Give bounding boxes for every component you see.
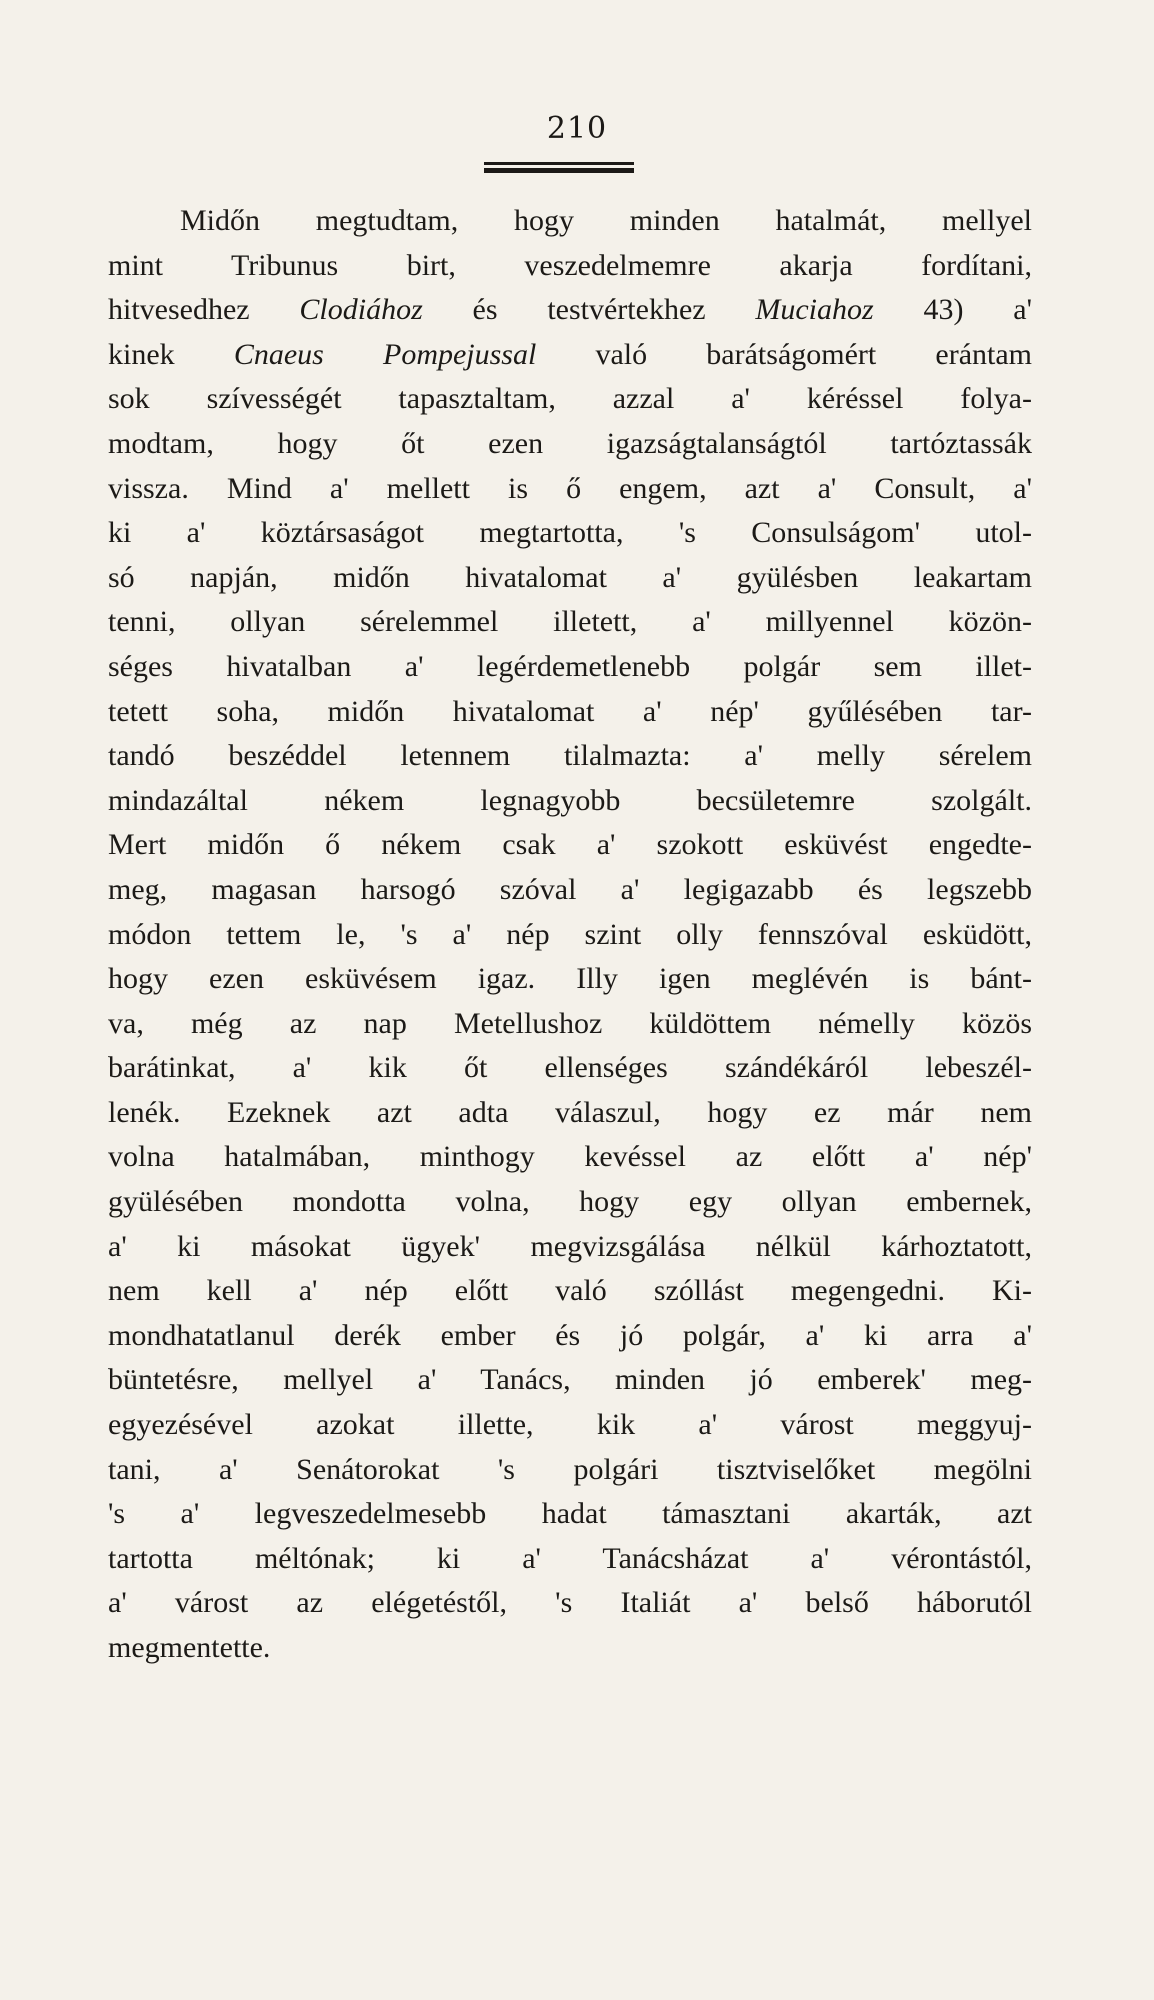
text-line [108, 333, 1032, 378]
page-number: 210 [546, 111, 608, 146]
text-segment: módon tettem le, 's a' nép szint olly fennszóval esküdött, [108, 917, 1032, 951]
header-rule-thin [484, 162, 634, 165]
text-segment: mindazáltal nékem legnagyobb becsületemre szolgált. [108, 783, 1032, 817]
text-segment: a' ki másokat ügyek' megvizsgálása nélkül kárhoztatott, [108, 1229, 1032, 1263]
text-line [108, 1225, 1032, 1270]
text-segment: nem kell a' nép előtt való szóllást megengedni. Ki- [108, 1274, 1032, 1308]
text-line [108, 467, 1032, 512]
text-segment: tartotta méltónak; ki a' Tanácsházat a' vérontástól, [108, 1541, 1032, 1575]
text-segment: a' várost az elégetéstől, 's Italiát a' belső háborutól [108, 1586, 1032, 1620]
text-line [108, 868, 1032, 913]
text-segment: volna hatalmában, minthogy kevéssel az előtt a' nép' [108, 1140, 1032, 1174]
italic-name: Clodiához [299, 293, 423, 327]
text-line [108, 422, 1032, 467]
text-segment: só napján, midőn hivatalomat a' gyülésben leakartam [108, 560, 1032, 594]
text-line [108, 645, 1032, 690]
italic-name: Cnaeus Pompejussal [233, 337, 537, 371]
text-segment: hogy ezen esküvésem igaz. Illy igen meglévén is bánt- [108, 962, 1032, 996]
text-line [108, 244, 1032, 289]
text-segment: tani, a' Senátorokat 's polgári tisztviselőket megölni [108, 1452, 1032, 1486]
text-line [108, 1091, 1032, 1136]
text-line [108, 1314, 1032, 1359]
text-segment: ki a' köztársaságot megtartotta, 's Consulságom' utol- [108, 516, 1032, 550]
text-line [108, 1269, 1032, 1314]
text-line [108, 690, 1032, 735]
text-line [108, 1358, 1032, 1403]
text-line [108, 957, 1032, 1002]
text-segment: séges hivatalban a' legérdemetlenebb polgár sem illet- [108, 649, 1032, 683]
header-rule-thick [484, 168, 634, 173]
text-line [108, 1135, 1032, 1180]
text-segment: 43) a' [873, 293, 1032, 327]
text-segment: lenék. Ezeknek azt adta válaszul, hogy ez már nem [108, 1095, 1032, 1129]
text-line [108, 600, 1032, 645]
text-segment: sok szívességét tapasztaltam, azzal a' kéréssel folya- [108, 382, 1032, 416]
text-segment: 's a' legveszedelmesebb hadat támasztani akarták, azt [108, 1497, 1032, 1531]
body-text [108, 199, 1032, 1671]
text-segment: büntetésre, mellyel a' Tanács, minden jó emberek' meg- [108, 1363, 1032, 1397]
text-segment: tetett soha, midőn hivatalomat a' nép' gyűlésében tar- [108, 694, 1032, 728]
text-line [108, 823, 1032, 868]
text-line [108, 1002, 1032, 1047]
text-segment: mondhatatlanul derék ember és jó polgár, a' ki arra a' [108, 1318, 1032, 1352]
text-segment: tenni, ollyan sérelemmel illetett, a' millyennel közön- [108, 605, 1032, 639]
text-segment: tandó beszéddel letennem tilalmazta: a' melly sérelem [108, 739, 1032, 773]
text-segment: vissza. Mind a' mellett is ő engem, azt a' Consult, a' [108, 471, 1032, 505]
text-segment: megmentette. [108, 1631, 271, 1664]
text-segment: modtam, hogy őt ezen igazságtalanságtól tartóztassák [108, 426, 1032, 460]
text-line [108, 1581, 1032, 1626]
text-line [108, 1403, 1032, 1448]
text-line [108, 734, 1032, 779]
text-line [108, 1626, 1032, 1671]
text-line [108, 288, 1032, 333]
text-segment: hitvesedhez [108, 293, 300, 327]
text-line [108, 377, 1032, 422]
text-segment: Midőn megtudtam, hogy minden hatalmát, mellyel [180, 204, 1032, 237]
text-line [108, 1448, 1032, 1493]
text-segment: kinek [108, 337, 234, 371]
text-segment: mint Tribunus birt, veszedelmemre akarja fordítani, [108, 248, 1032, 282]
text-line [108, 556, 1032, 601]
text-segment: és testvértekhez [422, 293, 756, 327]
text-segment: va, még az nap Metellushoz küldöttem némelly közös [108, 1006, 1032, 1040]
text-segment: egyezésével azokat illette, kik a' várost meggyuj- [108, 1408, 1032, 1442]
text-line [108, 1180, 1032, 1225]
text-line [108, 199, 1032, 244]
text-line [108, 1492, 1032, 1537]
text-line [108, 779, 1032, 824]
text-segment: barátinkat, a' kik őt ellenséges szándékáról lebeszél- [108, 1051, 1032, 1085]
italic-name: Muciahoz [755, 293, 874, 327]
text-segment: meg, magasan harsogó szóval a' legigazabb és legszebb [108, 872, 1032, 906]
text-line [108, 913, 1032, 958]
text-line [108, 1046, 1032, 1091]
text-line [108, 511, 1032, 556]
text-segment: Mert midőn ő nékem csak a' szokott esküvést engedte- [108, 828, 1032, 862]
text-line [108, 1537, 1032, 1582]
text-segment: való barátságomért erántam [536, 337, 1032, 371]
text-segment: gyülésében mondotta volna, hogy egy ollyan embernek, [108, 1185, 1032, 1219]
